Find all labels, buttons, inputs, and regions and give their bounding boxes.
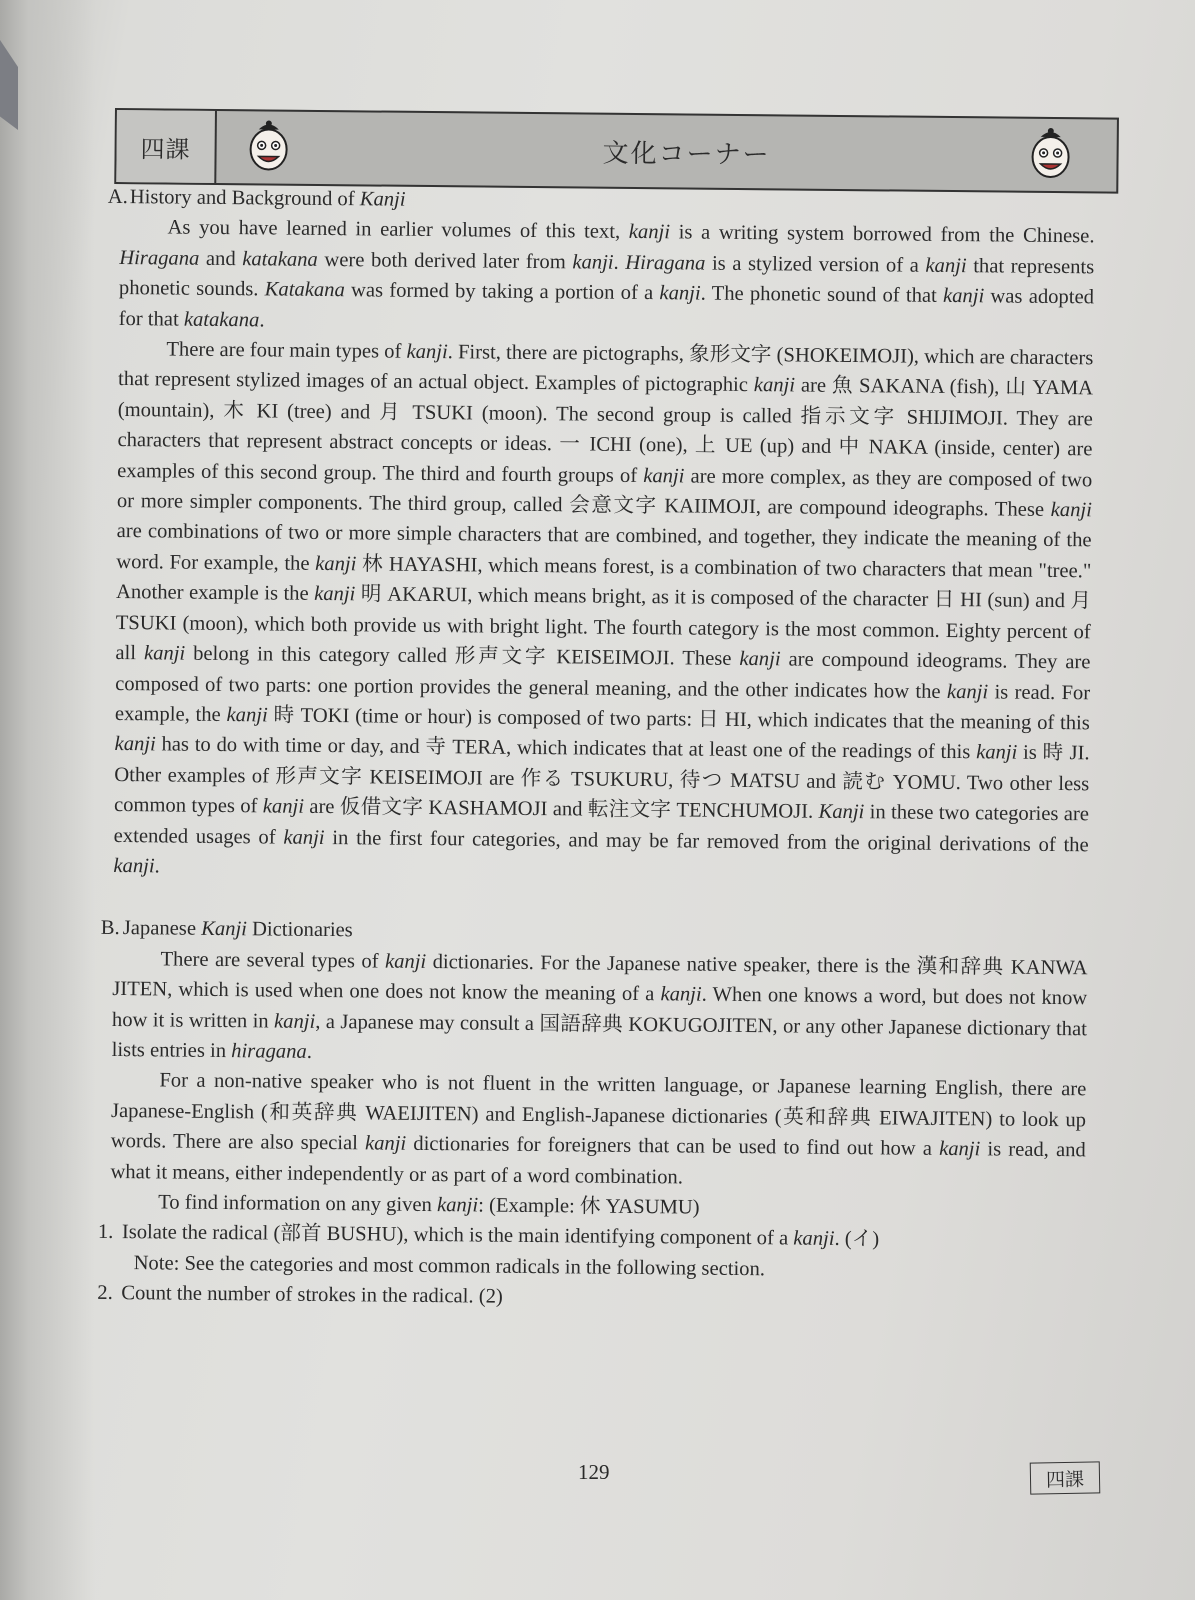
italic-term: kanji [939, 1138, 981, 1161]
text-run: . (イ) [834, 1228, 880, 1251]
step-note: Note: See the categories and most common radicals in the following section. [133, 1251, 766, 1281]
italic-term: kanji [384, 950, 427, 973]
italic-term: kanji [283, 826, 325, 849]
text-run: . When one knows a word, but does not know how it is written in [111, 983, 1088, 1033]
section-b-title-end: Dictionaries [246, 918, 353, 942]
text-run: : (Example: 休 YASUMU) [478, 1194, 700, 1219]
section-a-letter: A. [107, 185, 128, 209]
italic-term: kanji [572, 251, 614, 274]
section-a-title-emphasis: Kanji [359, 188, 406, 211]
text-run: is 時 JI. Other examples of 形声文字 KEISEIMOJI are 作る TSUKURU, 待つ MATSU and 読む YOMU. Two other less common types of [113, 741, 1090, 818]
italic-term: kanji [314, 583, 356, 606]
text-run: dictionaries. For the Japanese native speaker, there is the 漢和辞典 KANWA JITEN, which is used when one does not know the meaning of a [112, 950, 1088, 1006]
text-run: . The phonetic sound of that [700, 282, 944, 308]
page-number: 129 [578, 1460, 610, 1484]
text-run: 林 HAYASHI, which means forest, is a combination of two characters that mean "tree." Another example is the [115, 553, 1092, 606]
text-run: is read, and what it means, either independently or as part of a word combination. [110, 1138, 1086, 1189]
italic-term: kanji [753, 374, 796, 397]
section-title: 文化コーナー [602, 138, 771, 170]
section-b-title-emphasis: Kanji [201, 918, 248, 941]
section-b-title: Japanese [122, 917, 202, 941]
italic-term: kanji [925, 254, 967, 277]
text-run: dictionaries for foreigners that can be used to find out how a [406, 1132, 940, 1161]
text-run: Count the number of strokes in the radical. (2) [121, 1282, 503, 1308]
page-body [97, 182, 1095, 1318]
text-run: is a stylized version of a [705, 252, 926, 277]
text-run: were both derived later from [317, 248, 573, 274]
step-number: 1. [97, 1221, 114, 1244]
italic-term: kanji [643, 464, 685, 488]
italic-term: Hiragana [625, 251, 706, 275]
text-run: is read. For example, the [114, 680, 1091, 726]
italic-term: kanji [976, 741, 1018, 764]
italic-term: kanji [315, 552, 357, 576]
italic-term: kanji [364, 1132, 407, 1155]
step-number: 2. [97, 1282, 113, 1305]
cartoon-face-icon [244, 119, 293, 173]
text-run: . [154, 855, 160, 878]
italic-term: kanji [628, 221, 671, 244]
section-a-title: History and Background of [129, 186, 360, 211]
text-run: are combinations of two or more simple characters that are combined, and together, they indicate the meaning of the word. For example, the [116, 520, 1092, 575]
text-run: . [306, 1040, 313, 1063]
italic-term: kanji [113, 854, 155, 878]
text-run: and [199, 247, 243, 270]
step-text [121, 1282, 503, 1308]
italic-term: kanji [659, 282, 701, 305]
italic-term: kanji [942, 285, 985, 308]
italic-term: kanji [739, 648, 781, 671]
italic-term: kanji [262, 795, 305, 818]
italic-term: katakana [183, 308, 260, 331]
text-run: are 仮借文字 KASHAMOJI and 転注文字 TENCHUMOJI. [303, 795, 819, 823]
text-run: 時 TOKI (time or hour) is composed of two parts: 日 HI, which indicates that the meaning of this [267, 704, 1090, 735]
text-run: There are four main types of [166, 338, 407, 363]
text-run: is a writing system borrowed from the Chinese. [669, 221, 1095, 248]
italic-term: hiragana [231, 1040, 307, 1063]
step-text [122, 1221, 879, 1250]
text-run: belong in this category called 形声文字 KEISEIMOJI. These [185, 642, 740, 671]
section-a-paragraph [119, 212, 1095, 343]
italic-term: kanji [793, 1227, 835, 1251]
text-run: . First, there are pictographs, 象形文字 (SHOKEIMOJI), which are characters that represent stylized images of an actual object. Examples of pictographic [117, 341, 1094, 397]
text-run: was formed by taking a portion of a [344, 279, 660, 305]
text-run: Isolate the radical (部首 BUSHU), which is the main identifying component of a [121, 1221, 794, 1250]
italic-term: kanji [406, 340, 448, 364]
section-b-paragraph [110, 1065, 1086, 1196]
italic-term: Katakana [264, 278, 345, 302]
text-run: are 魚 SAKANA (fish), 山 YAMA (mountain), 木 KI (tree) and 月 TSUKI (moon). The second group is called 指示文字 SHIJIMOJI. They are characters that represent abstract concepts or ideas. 一 ICHI (one), 上 UE (up) and 中 NAKA (inside, center) are examples of this second group. The third and fourth groups of [117, 374, 1094, 487]
italic-term: kanji [143, 642, 186, 665]
lesson-label: 四課 [116, 110, 217, 183]
text-run: in these two categories are extended usages of [113, 801, 1090, 849]
italic-term: kanji [273, 1010, 316, 1033]
text-run: As you have learned in earlier volumes of this text, [167, 216, 629, 244]
text-run: has to do with time or day, and 寺 TERA, which indicates that at least one of the readings of this [155, 733, 977, 764]
section-a-paragraph [113, 334, 1093, 891]
text-run: , a Japanese may consult a 国語辞典 KOKUGOJITEN, or any other Japanese dictionary that lists entries in [111, 1010, 1088, 1063]
header-title-area [216, 111, 1117, 192]
text-run: There are several types of [160, 948, 386, 973]
section-b-letter: B. [100, 917, 120, 940]
footer-lesson-tag: 四課 [1030, 1461, 1101, 1494]
text-run: For a non-native speaker who is not fluent in the written language, or Japanese learning English, there are Japanese-English (和英辞典 WAEIJITEN) and English-Japanese dictionaries (英和辞典 EIWAJITEN) to look up words. There are also special [110, 1069, 1087, 1155]
italic-term: kanji [946, 680, 989, 703]
italic-term: kanji [436, 1194, 479, 1217]
text-run: in the first four categories, and may be far removed from the original derivations of the [324, 826, 1089, 856]
page-edge-shadow [0, 0, 95, 1600]
step-item [97, 1217, 1085, 1287]
italic-term: Kanji [818, 800, 865, 824]
text-run: To find information on any given [158, 1191, 438, 1217]
cartoon-face-icon [1026, 127, 1075, 181]
text-run: 明 AKARUI, which means bright, as it is composed of the character 日 HI (sun) and 月 TSUKI (moon), which both provide us with bright light. The fourth category is the most common. Eighty percent of all [115, 583, 1092, 665]
text-run: was adopted for that [118, 285, 1095, 331]
text-run: . [613, 251, 626, 274]
italic-term: kanji [226, 703, 268, 727]
chapter-header-banner [114, 108, 1119, 194]
text-run: are more complex, as they are composed of two or more simpler components. The third group, called 会意文字 KAIIMOJI, are compound ideographs. These [116, 465, 1093, 522]
italic-term: Hiragana [119, 246, 200, 270]
text-run: are compound ideograms. They are composed of two parts: one portion provides the general meaning, and the other indicates how the [115, 648, 1091, 703]
text-run: that represents phonetic sounds. [118, 254, 1095, 301]
italic-term: katakana [242, 247, 318, 271]
italic-term: kanji [660, 983, 702, 1006]
section-b-paragraph [112, 944, 1088, 1075]
italic-term: kanji [114, 733, 156, 756]
italic-term: kanji [1050, 499, 1092, 522]
text-run: . [259, 308, 265, 332]
